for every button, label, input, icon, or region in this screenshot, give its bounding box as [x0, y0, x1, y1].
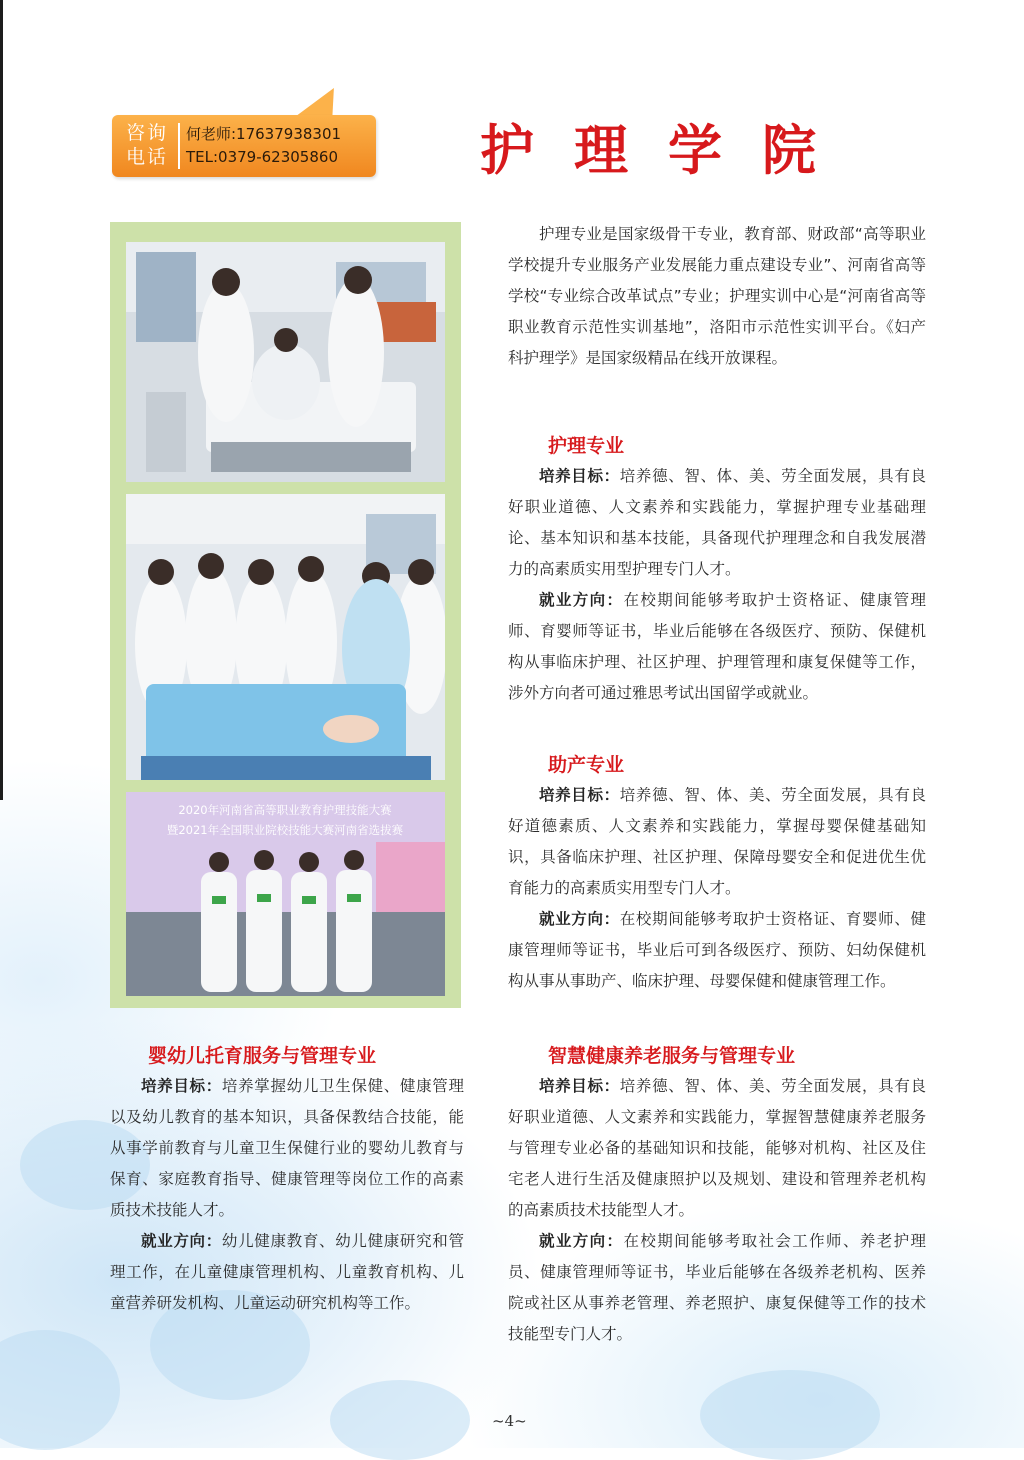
- contact-tel: TEL:0379-62305860: [186, 148, 338, 166]
- left-edge-rule: [0, 0, 3, 800]
- page-title: 护理学院: [480, 118, 856, 182]
- photo-ward-training: [126, 242, 445, 482]
- section-title-elderly-care: 智慧健康养老服务与管理专业: [548, 1045, 796, 1067]
- contact-divider: [178, 123, 180, 169]
- nursing-goal-text: 培养德、智、体、美、劳全面发展，具有良好职业道德、人文素养和实践能力，掌握护理专业基础理论、基本知识和基本技能，具备现代护理理念和自我发展潜力的高素质实用型护理专门人才。: [508, 467, 926, 578]
- nursing-goal-label: 培养目标：: [539, 467, 620, 485]
- intro-block: [508, 219, 926, 374]
- decor-petal: [700, 1370, 880, 1460]
- nursing-goal: [508, 461, 926, 585]
- childcare-job-text: 幼儿健康教育、幼儿健康研究和管理工作，在儿童健康管理机构、儿童教育机构、儿童营养研发机构、儿童运动研究机构等工作。: [110, 1232, 464, 1312]
- decor-petal: [330, 1380, 470, 1460]
- page-number: ~4~: [492, 1412, 527, 1430]
- elderly-job: [508, 1226, 926, 1350]
- photo-baby-care-demo: [126, 494, 445, 780]
- childcare-goal: [110, 1071, 464, 1226]
- midwifery-job: [508, 904, 926, 997]
- elderly-job-text: 在校期间能够考取社会工作师、养老护理员、健康管理师等证书，毕业后能够在各级养老机构、医养院或社区从事养老管理、养老照护、康复保健等工作的技术技能型专门人才。: [508, 1232, 926, 1343]
- contact-box: [112, 115, 376, 177]
- childcare-job: [110, 1226, 464, 1319]
- nursing-job: [508, 585, 926, 709]
- elderly-goal: [508, 1071, 926, 1226]
- photo-panel: [110, 222, 461, 1008]
- contact-tag-line1: 咨询: [125, 122, 168, 144]
- contact-lines: [186, 123, 341, 169]
- section-body-nursing: [508, 461, 926, 709]
- photo-skills-contest: [126, 792, 445, 996]
- childcare-goal-text: 培养掌握幼儿卫生保健、健康管理以及幼儿教育的基本知识，具备保教结合技能，能从事学前教育与儿童卫生保健行业的婴幼儿教育与保育、家庭教育指导、健康管理等岗位工作的高素质技术技能人才。: [110, 1077, 464, 1219]
- elderly-goal-label: 培养目标：: [539, 1077, 620, 1095]
- midwifery-goal-text: 培养德、智、体、美、劳全面发展，具有良好道德素质、人文素养和实践能力，掌握母婴保健基础知识，具备临床护理、社区护理、保障母婴安全和促进优生优育能力的高素质实用型专门人才。: [508, 786, 926, 897]
- section-body-midwifery: [508, 780, 926, 997]
- midwifery-job-text: 在校期间能够考取护士资格证、育婴师、健康管理师等证书，毕业后可到各级医疗、预防、妇幼保健机构从事从事助产、临床护理、母婴保健和健康管理工作。: [508, 910, 926, 990]
- contest-banner-line2: 暨2021年全国职业院校技能大赛河南省选拔赛: [166, 823, 404, 837]
- nursing-job-label: 就业方向：: [539, 591, 624, 609]
- intro-paragraph: 护理专业是国家级骨干专业，教育部、财政部“高等职业学校提升专业服务产业发展能力重点建设专业”、河南省高等学校“专业综合改革试点”专业；护理实训中心是“河南省高等职业教育示范性实训基地”，洛阳市示范性实训平台。《妇产科护理学》是国家级精品在线开放课程。: [508, 225, 926, 367]
- midwifery-job-label: 就业方向：: [539, 910, 620, 928]
- midwifery-goal: [508, 780, 926, 904]
- childcare-goal-label: 培养目标：: [141, 1077, 222, 1095]
- childcare-job-label: 就业方向：: [141, 1232, 222, 1250]
- section-title-midwifery: 助产专业: [548, 754, 625, 776]
- elderly-job-label: 就业方向：: [539, 1232, 624, 1250]
- section-body-elderly-care: [508, 1071, 926, 1350]
- contact-tag: [118, 121, 176, 171]
- contest-banner-line1: 2020年河南省高等职业教育护理技能大赛: [178, 803, 392, 817]
- nursing-job-text: 在校期间能够考取护士资格证、健康管理师、育婴师等证书，毕业后能够在各级医疗、预防、保健机构从事临床护理、社区护理、护理管理和康复保健等工作，涉外方向者可通过雅思考试出国留学或就业。: [508, 591, 926, 702]
- contact-tag-line2: 电话: [125, 146, 168, 168]
- section-title-nursing: 护理专业: [548, 435, 625, 457]
- midwifery-goal-label: 培养目标：: [539, 786, 620, 804]
- section-title-childcare: 婴幼儿托育服务与管理专业: [148, 1045, 377, 1067]
- contact-teacher-phone: 何老师:17637938301: [186, 125, 342, 143]
- section-body-childcare: [110, 1071, 464, 1319]
- elderly-goal-text: 培养德、智、体、美、劳全面发展，具有良好职业道德、人文素养和实践能力，掌握智慧健康养老服务与管理专业必备的基础知识和技能，能够对机构、社区及住宅老人进行生活及健康照护以及规划、建设和管理养老机构的高素质技术技能型人才。: [508, 1077, 926, 1219]
